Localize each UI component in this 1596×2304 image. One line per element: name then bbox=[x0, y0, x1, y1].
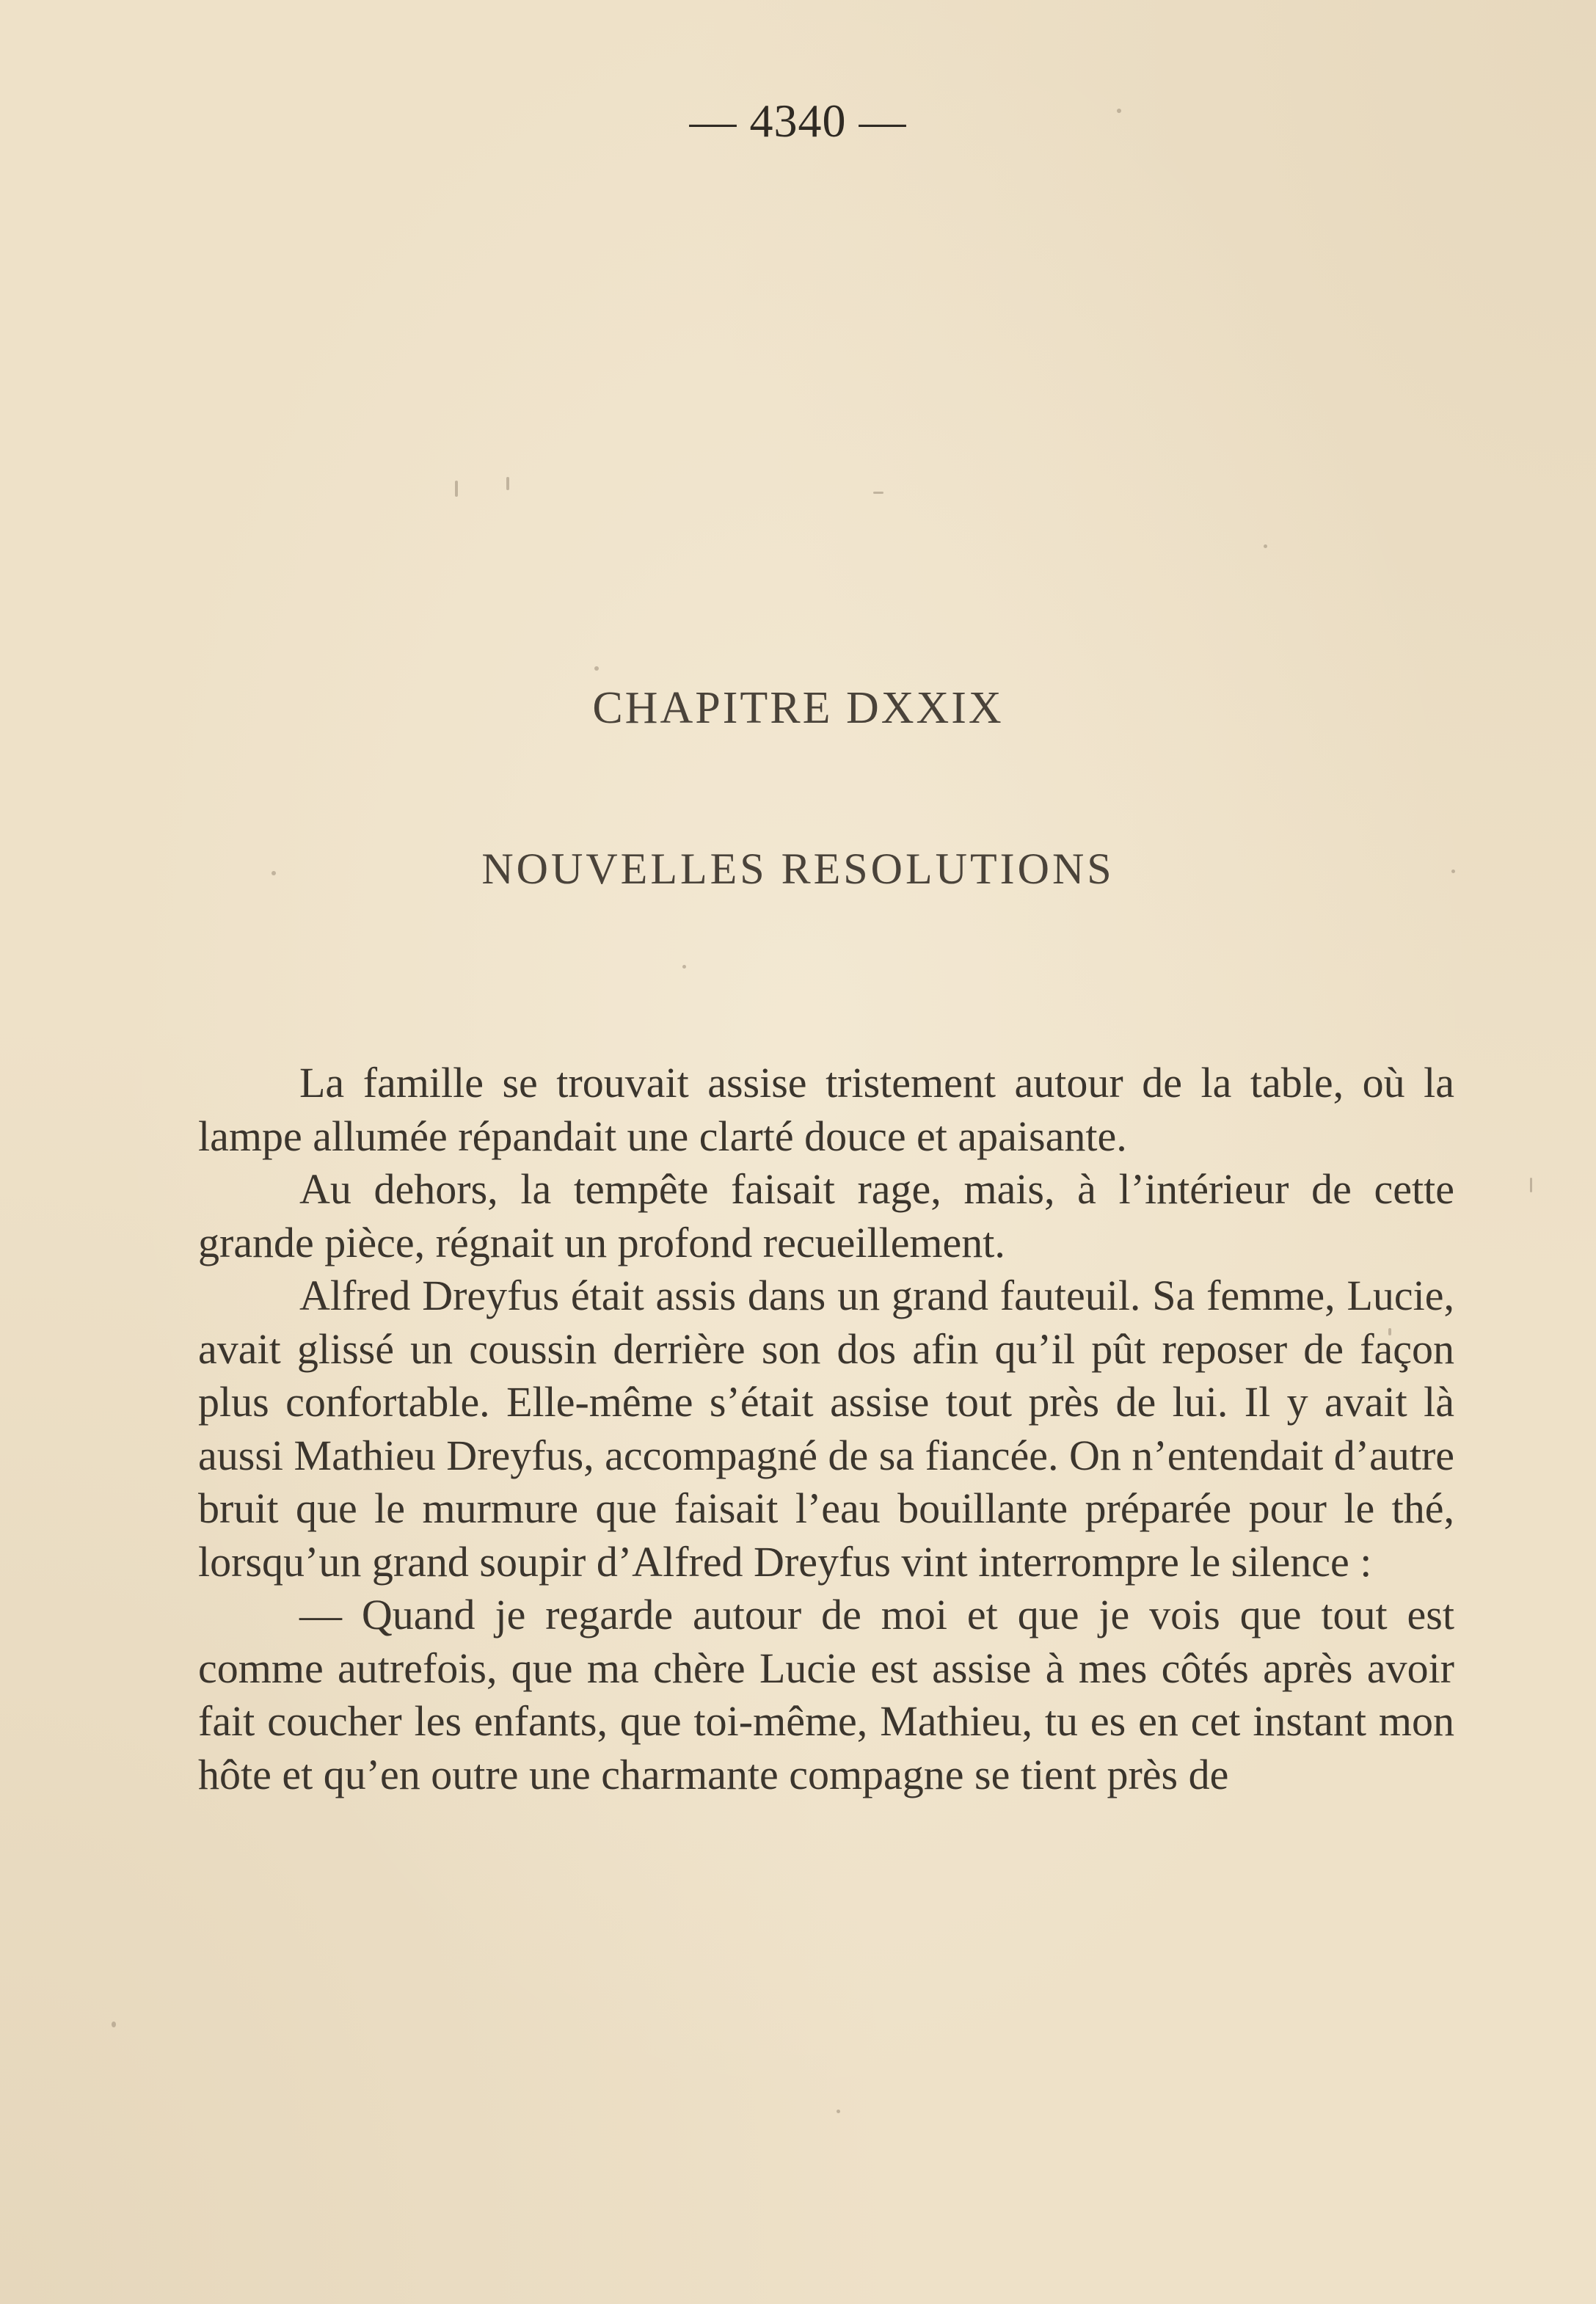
paper-speck bbox=[112, 2022, 116, 2027]
page-number: — 4340 — bbox=[689, 95, 907, 147]
paper-speck bbox=[455, 481, 458, 497]
paper-speck bbox=[594, 666, 599, 671]
paper-speck bbox=[506, 477, 509, 490]
body-text bbox=[198, 1057, 1454, 1801]
paper-speck bbox=[873, 492, 883, 494]
paragraph: Alfred Dreyfus était assis dans un grand fauteuil. Sa femme, Lucie, avait glissé un coussin derrière son dos afin qu’il pût reposer de façon plus confortable. Elle-même s’était assise tout près de lui. Il y avait là aussi Mathieu Dreyfus, accompagné de sa fiancée. On n’entendait d’autre bruit que le murmure que faisait l’eau bouillante préparée pour le thé, lorsqu’un grand soupir d’Alfred Dreyfus vint interrompre le silence : bbox=[198, 1272, 1454, 1586]
chapter-title: CHAPITRE DXXIX bbox=[592, 683, 1004, 733]
paper-speck bbox=[1264, 544, 1267, 548]
chapter-subtitle: NOUVELLES RESOLUTIONS bbox=[481, 845, 1115, 893]
paper-speck bbox=[1530, 1178, 1532, 1192]
paragraph: — Quand je regarde autour de moi et que je vois que tout est comme autrefois, que ma chère Lucie est assise à mes côtés après avoir fait coucher les enfants, que toi-même, Mathieu, tu es en cet instant mon hôte et qu’en outre une charmante compagne se tient près de bbox=[198, 1591, 1454, 1798]
paragraph: Au dehors, la tempête faisait rage, mais, à l’intérieur de cette grande pièce, régnait un profond recueillement. bbox=[198, 1165, 1454, 1266]
paper-speck bbox=[682, 965, 686, 969]
paper-speck bbox=[837, 2110, 840, 2113]
paragraph: La famille se trouvait assise tristement autour de la table, où la lampe allumée répandait une clarté douce et apaisante. bbox=[198, 1059, 1454, 1160]
